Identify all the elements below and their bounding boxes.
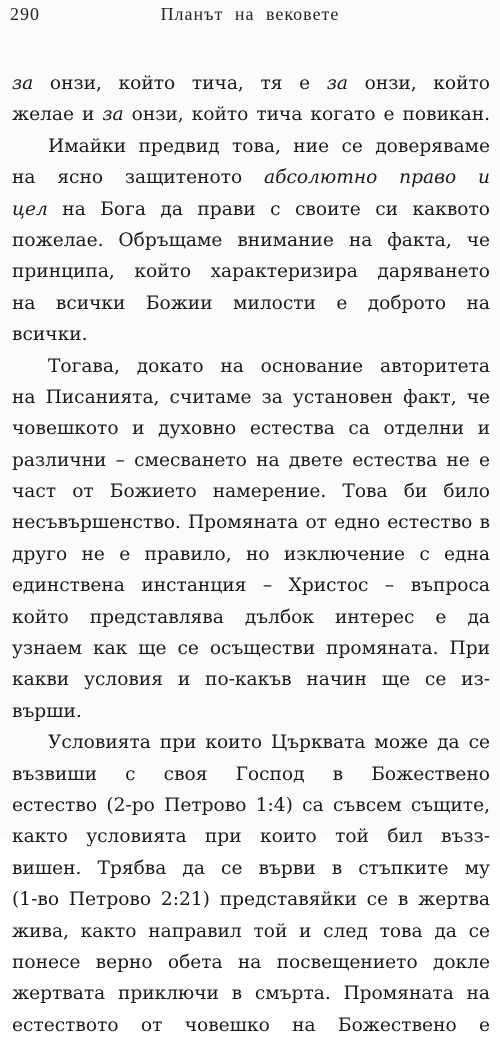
text-line [12, 476, 490, 507]
text-line [12, 978, 490, 1009]
italic-text: за [12, 73, 34, 94]
text-run: друго не е правило, но изключение с една [12, 543, 490, 565]
text-run: онзи, който [348, 73, 490, 94]
text-line [12, 288, 490, 319]
text-line [12, 570, 490, 601]
text-run: както условията при които той бил възз- [12, 826, 490, 848]
text-run: възвиши с своя Господ в Божествено [12, 763, 490, 785]
text-line [12, 225, 490, 256]
text-run: различни – смесването на двете естества не е [12, 449, 490, 471]
text-line [12, 382, 490, 413]
text-run: вишен. Трябва да се върви в стъпките му [12, 857, 490, 879]
text-line [12, 821, 490, 852]
text-run: узнаем как ще се осъществи промяната. При [12, 638, 490, 660]
body-text [12, 68, 490, 1041]
text-line [12, 445, 490, 476]
text-run: пожелае. Обръщаме внимание на факта, че [12, 229, 490, 251]
text-line [12, 256, 490, 287]
text-run: понесе верно обета на посвещението докле [12, 951, 490, 973]
text-run: какви условия и по-какъв начин ще се из- [12, 669, 490, 691]
text-run: принципа, който характеризира даряването [12, 261, 490, 283]
text-line [12, 99, 490, 130]
text-run: човешкото и духовно естества са отделни и [12, 418, 490, 440]
text-line [12, 947, 490, 978]
text-run: онзи, който тича когато е повикан. [123, 104, 490, 126]
text-line [12, 602, 490, 633]
text-run: Имайки предвид това, ние се доверяваме [48, 135, 490, 157]
text-line [12, 351, 490, 382]
text-line [12, 727, 490, 758]
text-run: на всички Божии милости е доброто на [12, 292, 490, 314]
text-line [12, 507, 490, 538]
text-run: на Бога да прави с своите си каквото [47, 198, 490, 220]
text-line [12, 633, 490, 664]
running-title: Планът на вековете [160, 4, 340, 24]
text-run: на ясно защитеното [12, 167, 265, 189]
text-run: който представлява дълбок интерес е да [12, 606, 490, 628]
italic-text: цел [12, 198, 48, 220]
text-line [12, 664, 490, 695]
text-run: Тогава, докато на основание авторитета [48, 355, 490, 377]
text-line [12, 194, 490, 225]
text-run: на Писанията, считаме за установен факт, че [12, 386, 490, 408]
italic-text: за [326, 73, 348, 94]
text-run: несъвършенство. Промяната от едно естество в [12, 512, 490, 534]
text-run: естеството от човешко на Божествено е [12, 1014, 490, 1036]
text-run: онзи, който тича, тя е [33, 73, 327, 94]
italic-text: за [102, 104, 124, 126]
text-run: част от Божието намерение. Това би било [12, 481, 490, 503]
text-run: върши. [12, 700, 82, 722]
text-line [12, 539, 490, 570]
text-line [12, 319, 490, 350]
text-run: (1-во Петрово 2:21) представяйки се в жертва [12, 889, 490, 911]
text-line [12, 162, 490, 193]
text-run: Условията при които Църквата може да се [48, 732, 490, 754]
page-number: 290 [10, 4, 40, 24]
italic-text: абсолютно право и [264, 167, 490, 189]
text-line [12, 916, 490, 947]
text-line [12, 696, 490, 727]
page-header [10, 4, 490, 30]
text-line [12, 68, 490, 99]
text-run: естество (2-ро Петрово 1:4) са съвсем същите, [12, 794, 490, 816]
text-line [12, 884, 490, 915]
text-run: единствена инстанция – Христос – въпроса [12, 575, 490, 597]
text-run: жертвата приключи в смърта. Промяната на [12, 983, 490, 1005]
text-run: жива, както направил той и след това да се [12, 920, 490, 942]
text-line [12, 853, 490, 884]
text-line [12, 1010, 490, 1041]
text-line [12, 413, 490, 444]
text-line [12, 131, 490, 162]
text-line [12, 790, 490, 821]
text-run: всички. [12, 324, 88, 346]
text-run: желае и [12, 104, 103, 126]
text-line [12, 759, 490, 790]
